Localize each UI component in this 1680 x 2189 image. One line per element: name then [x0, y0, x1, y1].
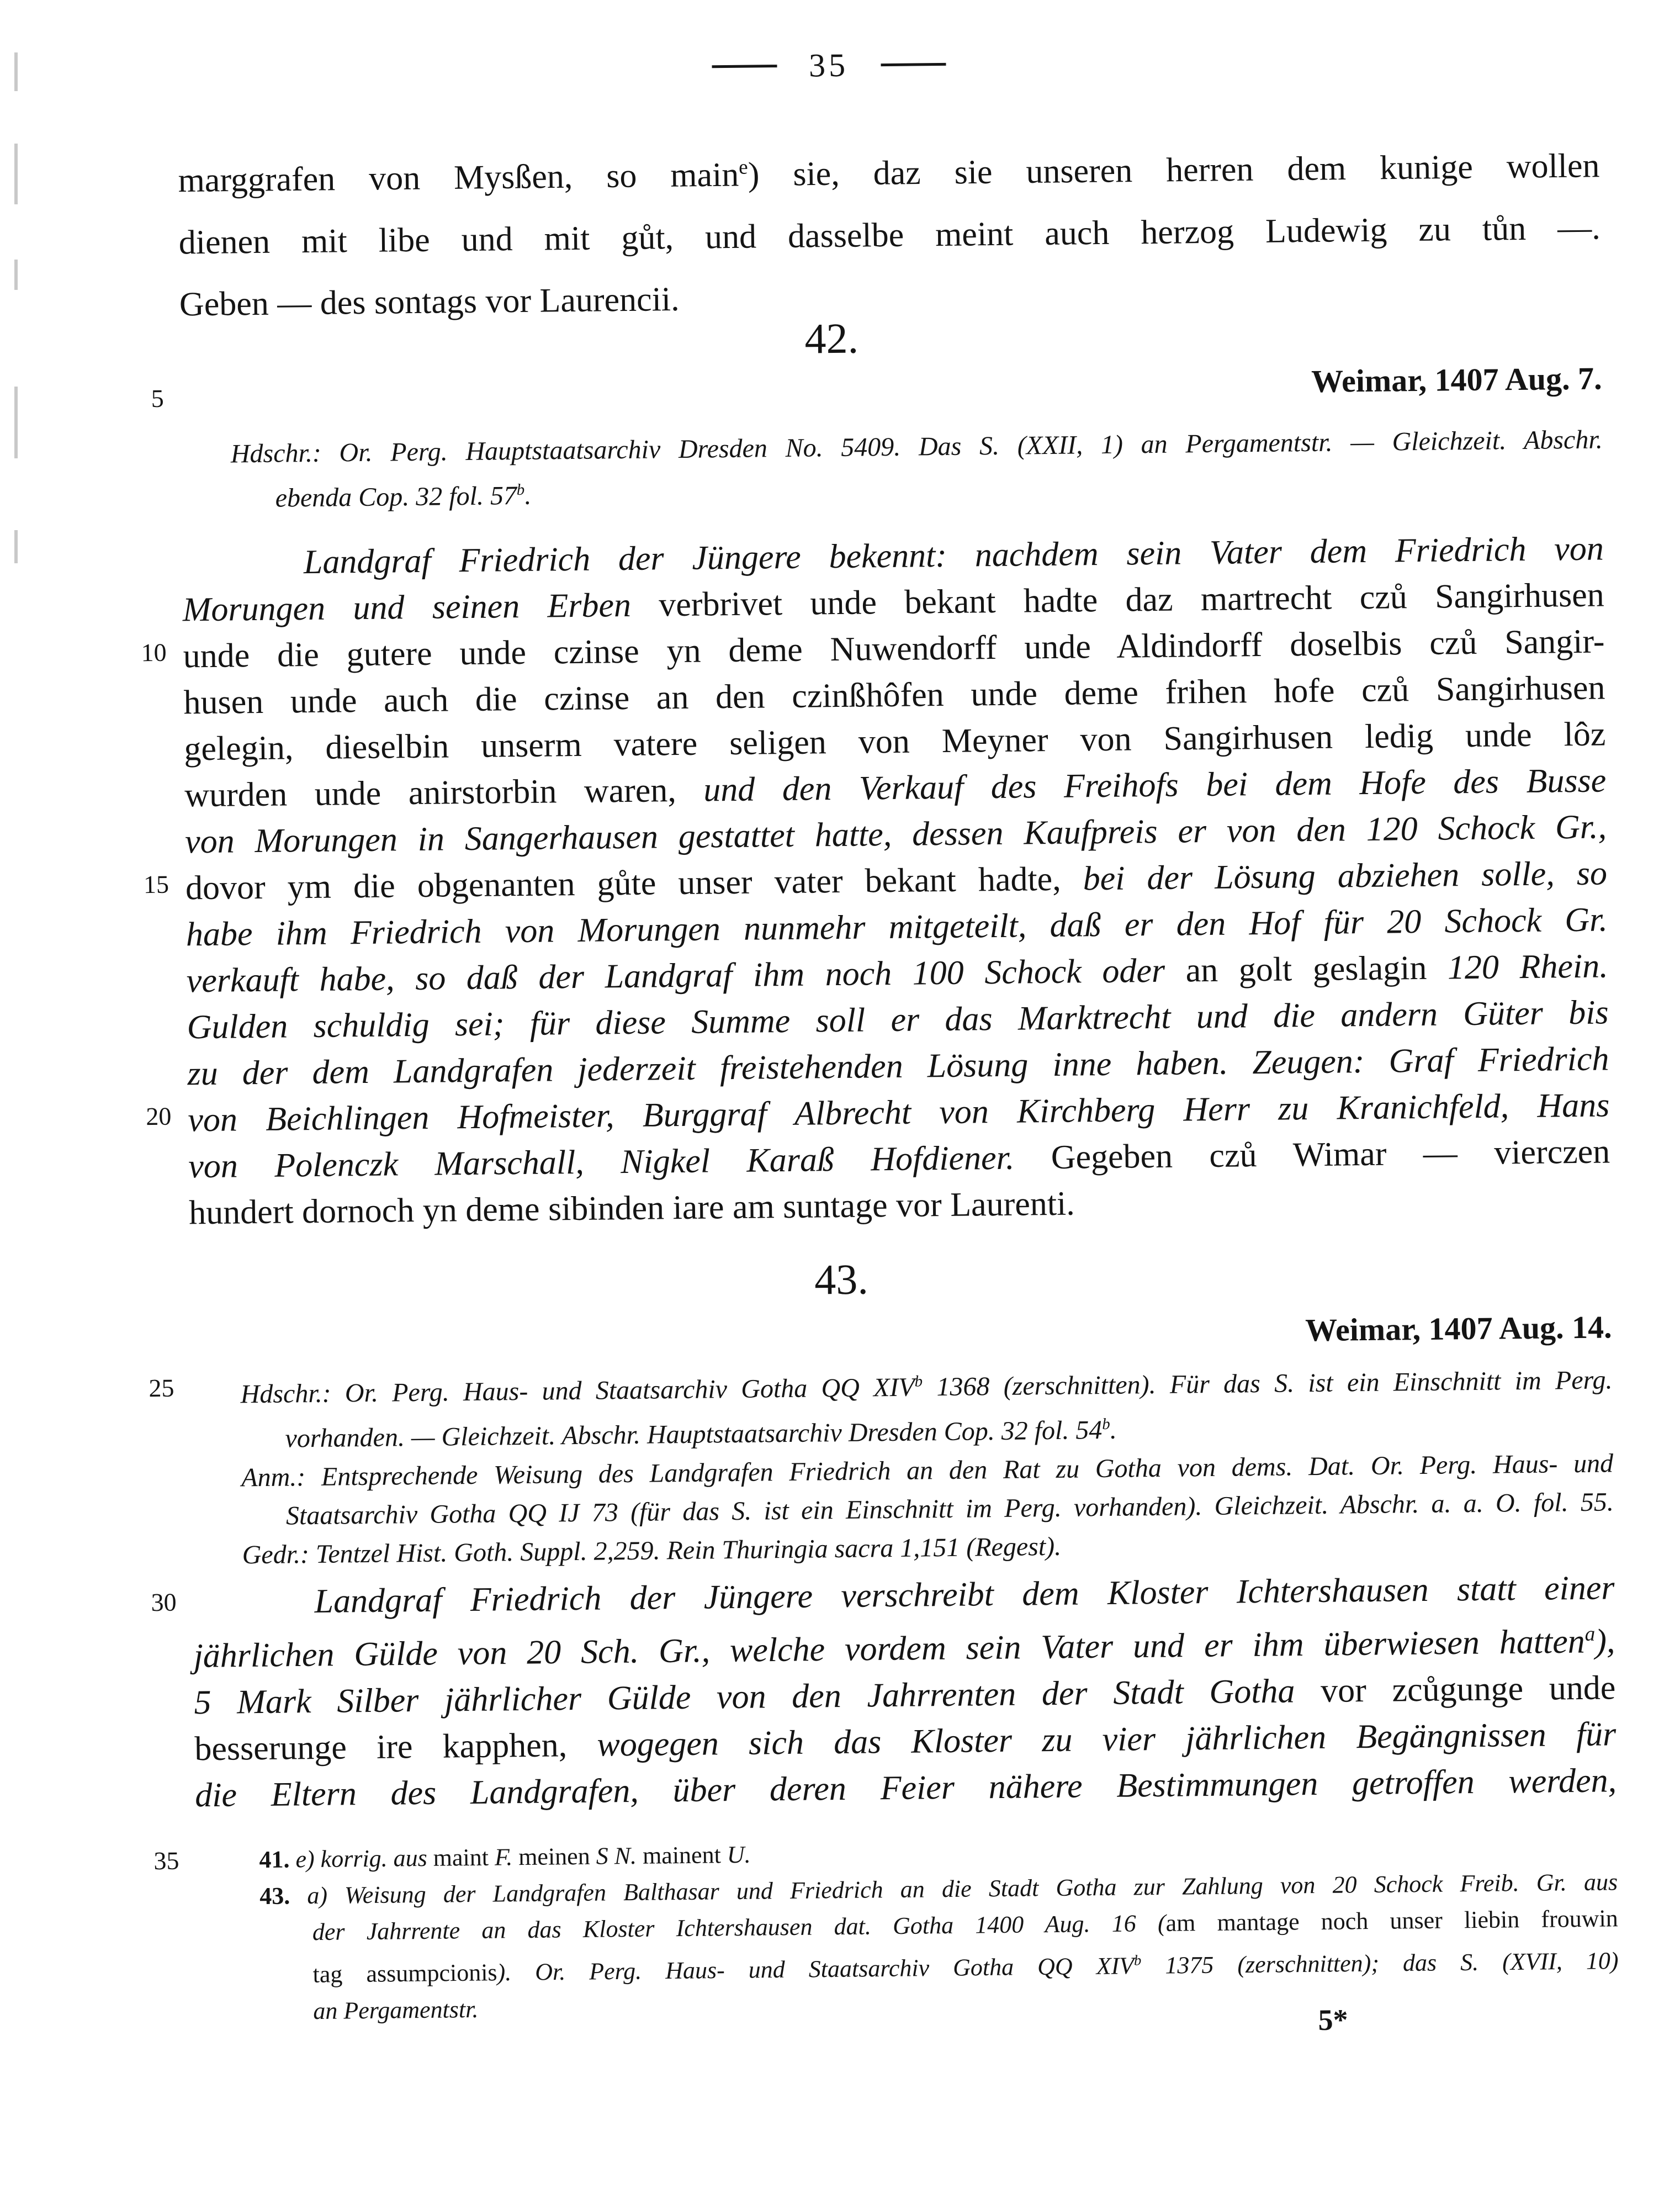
text-segment: vor zcůgunge unde — [1320, 1668, 1616, 1710]
text-segment: a) Weisung der Landgrafen Balthasar und Friedrich an die Stadt Gotha zur Zahlung von 20 Schock Freib. Gr. aus — [307, 1868, 1618, 1910]
text-segment: der Jahrrente an das Kloster Ichtershausen dat. Gotha 1400 Aug. 16 ( — [312, 1909, 1166, 1946]
text-segment: S N. — [596, 1842, 643, 1870]
entry-43-regest-body — [193, 1564, 1617, 1818]
text-segment: von Polenczk Marschall, Nigkel Karaß Hofdiener. — [188, 1138, 1052, 1186]
header-rule-right — [881, 63, 946, 66]
text-segment: U. — [727, 1841, 751, 1869]
text-segment: die Eltern des Landgrafen, über deren Feier nähere Bestimmungen getroffen werden, — [194, 1761, 1617, 1814]
text-segment: Hdschr.: Or. Perg. Hauptstaatsarchiv Dresden No. 5409. Das S. (XXII, 1) an Pergamentstr. — Gleichzeit. Abschr. — [230, 425, 1603, 469]
text-segment: an golt geslagin — [1185, 949, 1448, 990]
text-segment: besserunge ire kapphen, — [194, 1726, 597, 1768]
margin-line-number: 35 — [153, 1846, 179, 1875]
margin-line-number: 30 — [151, 1588, 177, 1617]
text-segment: 41. — [259, 1846, 296, 1874]
text-segment: b — [1133, 1952, 1142, 1969]
text-segment: 120 Rhein. — [1447, 947, 1609, 987]
text-segment: verkauft habe, so daß der Landgraf ihm noch 100 Schock oder — [186, 951, 1186, 1000]
text-segment: Anm.: Entsprechende Weisung des Landgrafen Friedrich an den Rat zu Gotha von dems. Dat. Or. Perg. Haus- und — [241, 1448, 1614, 1493]
text-segment: Gulden schuldig sei; für diese Summe soll er das Marktrecht und die andern Güter bis — [187, 993, 1609, 1046]
margin-line-number: 25 — [149, 1373, 174, 1403]
text-segment: jährlichen Gülde von 20 Sch. Gr., welche vordem sein Vater und er ihm überwiesen hatten — [193, 1622, 1586, 1675]
footnotes — [259, 1827, 1619, 2029]
text-segment: vorhanden. — Gleichzeit. Abschr. Hauptstaatsarchiv Dresden Cop. 32 fol. 54 — [285, 1415, 1103, 1453]
margin-line-number: 15 — [143, 870, 169, 899]
text-segment: . — [524, 480, 532, 510]
text-segment: bei der Lösung abziehen solle, so — [1083, 854, 1608, 898]
text-segment: Staatsarchiv Gotha QQ IJ 73 (für das S. ist ein Einschnitt im Perg. vorhanden). Gleichzeit. Abschr. a. a. O. fol. 55. — [285, 1487, 1614, 1531]
margin-line-number: 20 — [146, 1102, 172, 1131]
text-segment: Geben — des sontags vor Laurencii. — [179, 280, 680, 324]
header-rule-left — [712, 65, 777, 68]
entry-42-regest-body — [182, 525, 1610, 1236]
text-segment: verbrivet unde bekant hadte daz martrecht czů Sangirhusen — [658, 576, 1604, 624]
text-segment: habe ihm Friedrich von Morungen nunmehr mitgeteilt, daß er den Hof für 20 Schock Gr. — [186, 901, 1608, 954]
text-segment: b — [914, 1372, 923, 1390]
text-segment: a — [1584, 1622, 1596, 1646]
text-segment: gelegin, dieselbin unserm vatere seligen von Meyner von Sangirhusen ledig unde lôz — [184, 715, 1606, 768]
text-segment: b — [516, 480, 525, 499]
text-segment: von Morungen in Sangerhausen gestattet hatte, dessen Kaufpreis er von den 120 Schock Gr., — [184, 808, 1607, 861]
text-segment: 1368 (zerschnitten). Für das S. ist ein Einschnitt im Perg. — [922, 1365, 1613, 1402]
text-segment: marggrafen von Mysßen, so main — [178, 156, 739, 200]
text-segment: 43. — [259, 1882, 308, 1910]
text-segment: b — [1102, 1415, 1110, 1434]
text-segment: meinen — [518, 1842, 596, 1871]
text-segment: Morungen und seinen Erben — [182, 586, 659, 629]
entry-42-date: Weimar, 1407 Aug. 7. — [1311, 360, 1602, 399]
text-segment: hundert dornoch yn deme sibinden iare am suntage vor Laurenti. — [188, 1185, 1075, 1232]
text-segment: dienen mit libe und mit gůt, und dasselbe meint auch herzog Ludewig zu tůn —. — [178, 209, 1601, 262]
text-segment: Hdschr.: Or. Perg. Haus- und Staatsarchiv Gotha QQ XIV — [240, 1372, 915, 1409]
signature-mark: 5* — [1318, 2003, 1348, 2037]
text-segment: 1375 (zerschnitten); das S. (XVII, 10) — [1141, 1947, 1619, 1980]
text-segment: Gedr.: Tentzel Hist. Goth. Suppl. 2,259. Rein Thuringia sacra 1,151 (Regest). — [242, 1531, 1062, 1570]
text-segment: unde die gutere unde czinse yn deme Nuwendorff unde Aldindorff doselbis czů Sangir- — [183, 622, 1605, 675]
text-segment: tag assumpcionis — [312, 1959, 497, 1988]
page-header — [118, 39, 1540, 92]
entry-42-number: 42. — [804, 314, 859, 363]
text-segment: e) korrig. aus — [295, 1844, 434, 1873]
text-segment: maint — [433, 1843, 495, 1871]
text-segment: ebenda Cop. 32 fol. 57 — [275, 481, 517, 513]
text-segment: Gegeben czů Wimar — vierczen — [1051, 1133, 1610, 1176]
entry-42-source-notes — [230, 420, 1603, 518]
text-segment: zu der dem Landgrafen jederzeit freistehenden Lösung inne haben. Zeugen: Graf Friedrich — [187, 1040, 1609, 1093]
margin-line-number: 10 — [141, 638, 167, 667]
text-segment: am mantage noch unser liebin frouwin — [1165, 1905, 1618, 1937]
text-segment: husen unde auch die czinse an den czinßhôfen unde deme frihen hofe czů Sangirhusen — [183, 669, 1605, 722]
text-segment: wogegen sich das Kloster zu vier jährlichen Begängnissen für — [597, 1715, 1617, 1764]
text-segment: ). Or. Perg. Haus- und Staatsarchiv Gotha QQ XIV — [497, 1952, 1135, 1986]
text-segment: 5 Mark Silber jährlicher Gülde von den Jahrrenten der Stadt Gotha — [194, 1672, 1321, 1721]
text-segment: und den Verkauf des Freihofs bei dem Hofe des Busse — [703, 762, 1607, 809]
text-segment: Landgraf Friedrich der Jüngere bekennt: nachdem sein Vater dem Friedrich von — [303, 530, 1604, 581]
margin-line-number: 5 — [151, 384, 165, 413]
text-segment: . — [1110, 1415, 1117, 1445]
entry-43-date: Weimar, 1407 Aug. 14. — [1305, 1309, 1612, 1349]
text-segment: an Pergamentstr. — [313, 1995, 479, 2024]
text-segment: wurden unde anirstorbin waren, — [184, 771, 704, 815]
entry-43-number: 43. — [814, 1255, 869, 1304]
text-segment: von Beichlingen Hofmeister, Burggraf Albrecht von Kirchberg Herr zu Kranichfeld, Hans — [188, 1086, 1610, 1139]
entry-43-source-notes — [240, 1355, 1614, 1574]
text-segment: e — [738, 156, 748, 179]
text-segment: dovor ym die obgenanten gůte unser vater bekant hadte, — [185, 860, 1084, 907]
text-segment: ), — [1594, 1622, 1615, 1661]
page-number: 35 — [808, 46, 849, 84]
text-segment: Landgraf Friedrich der Jüngere verschreibt dem Kloster Ichtershausen statt einer — [314, 1569, 1615, 1621]
text-segment: F. — [494, 1843, 519, 1871]
intro-paragraph — [178, 128, 1602, 335]
text-segment: mainent — [642, 1841, 728, 1869]
text-segment: ) sie, daz sie unseren herren dem kunige wollen — [748, 147, 1600, 194]
